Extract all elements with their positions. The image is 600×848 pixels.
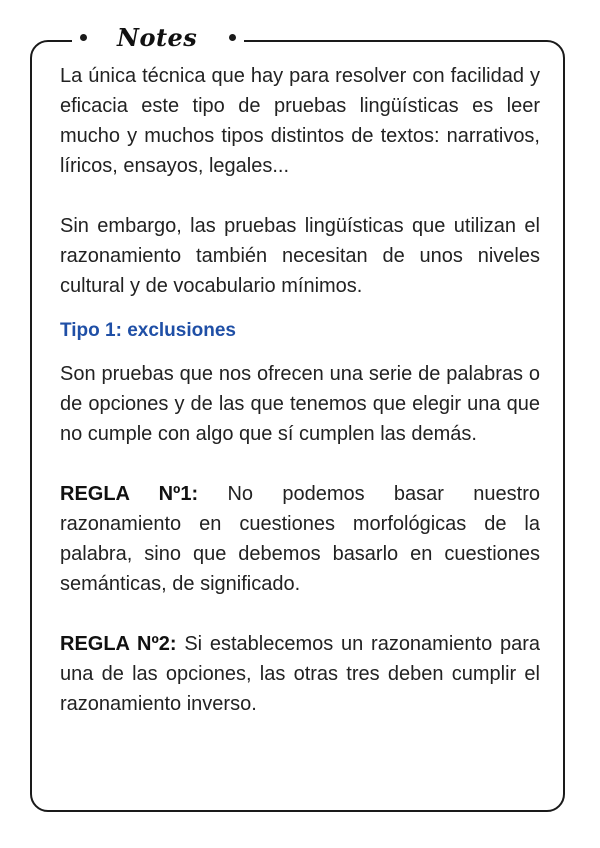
- rule-1-text: No podemos basar nuestro razonamiento en cuestiones morfológicas de la palabra, sino que debemos basarlo en cuestiones semánticas, de significado.: [60, 483, 540, 595]
- rule-1: [60, 479, 540, 599]
- notes-content: [60, 61, 540, 719]
- paragraph-intro: La única técnica que hay para resolver con facilidad y eficacia este tipo de pruebas lingüísticas es leer mucho y muchos tipos distintos de textos: narrativos, líricos, ensayos, legales...: [60, 65, 540, 177]
- header-dot-left: [80, 34, 87, 41]
- rule-1-label: REGLA Nº1:: [60, 483, 199, 505]
- notes-title: Notes: [117, 23, 198, 52]
- rule-2: [60, 629, 540, 719]
- paragraph-exclusions: Son pruebas que nos ofrecen una serie de palabras o de opciones y de las que tenemos que elegir una que no cumple con algo que sí cumplen las demás.: [60, 363, 540, 445]
- paragraph-reasoning: Sin embargo, las pruebas lingüísticas que utilizan el razonamiento también necesitan de unos niveles cultural y de vocabulario mínimos.: [60, 215, 540, 297]
- section-heading: Tipo 1: exclusiones: [60, 320, 236, 341]
- rule-2-text: Si establecemos un razonamiento para una de las opciones, las otras tres deben cumplir el razonamiento inverso.: [60, 633, 540, 715]
- notes-header: [72, 23, 244, 52]
- header-dot-right: [229, 34, 236, 41]
- rule-2-label: REGLA Nº2:: [60, 633, 177, 655]
